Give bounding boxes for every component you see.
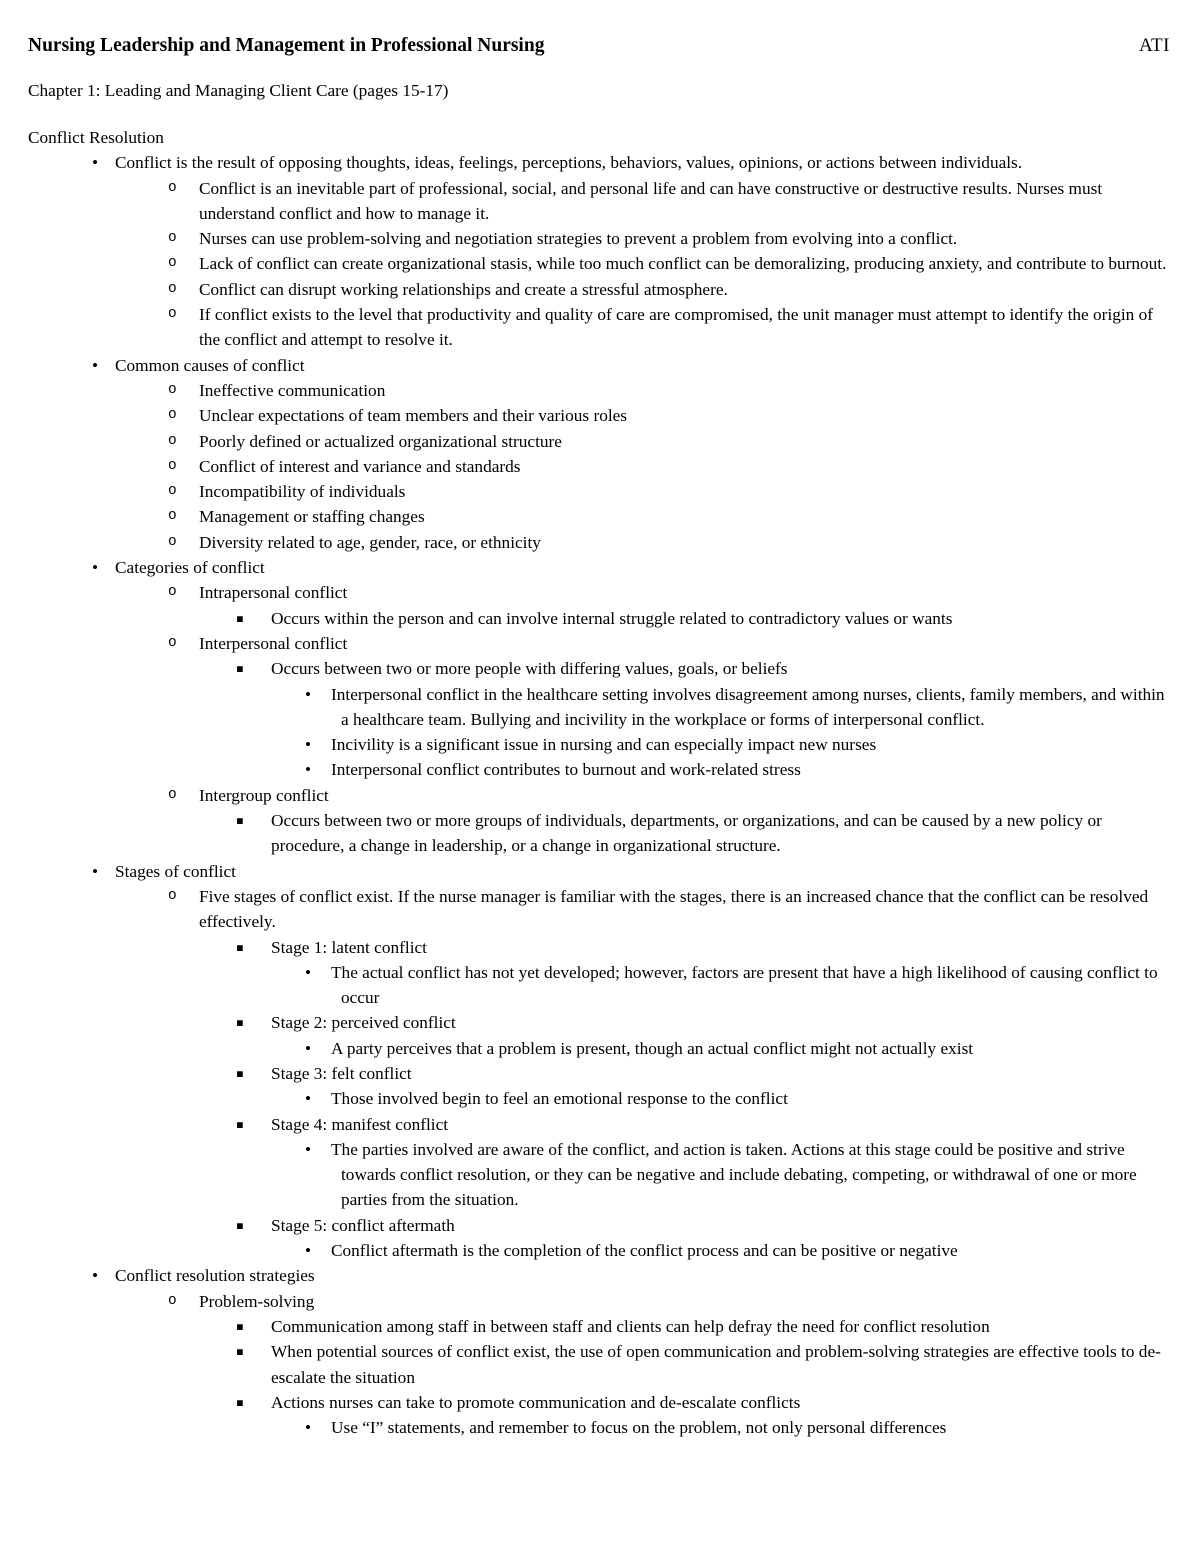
list-item <box>28 555 1170 580</box>
list-item-text: A party perceives that a problem is present, though an actual conflict might not actually exist <box>331 1038 974 1058</box>
list-item <box>28 1314 1170 1339</box>
list-item-text: Occurs within the person and can involve internal struggle related to contradictory values or wants <box>271 608 953 628</box>
list-item <box>28 251 1170 276</box>
document-header <box>28 33 1170 59</box>
list-item <box>28 1010 1170 1035</box>
list-item <box>28 631 1170 656</box>
bullet-icon: o <box>168 306 177 323</box>
bullet-icon: o <box>168 1292 177 1309</box>
list-item-text: If conflict exists to the level that productivity and quality of care are compromised, the unit manager must attempt to identify the origin of the conflict and attempt to resolve it. <box>199 305 1154 350</box>
bullet-icon: • <box>305 1089 312 1109</box>
list-item-text: Stage 3: felt conflict <box>271 1063 412 1083</box>
list-item-text: Conflict can disrupt working relationships and create a stressful atmosphere. <box>199 279 728 299</box>
bullet-icon: • <box>92 861 99 881</box>
list-item <box>28 859 1170 884</box>
list-item-text: Ineffective communication <box>199 380 386 400</box>
list-item-text: Common causes of conflict <box>115 355 305 375</box>
list-item <box>28 378 1170 403</box>
list-item-text: Interpersonal conflict contributes to burnout and work-related stress <box>331 760 801 780</box>
bullet-icon: o <box>168 179 177 196</box>
list-item <box>28 302 1170 353</box>
list-item <box>28 1415 1170 1440</box>
list-item-text: Communication among staff in between staff and clients can help defray the need for conflict resolution <box>271 1316 990 1336</box>
list-item-text: Actions nurses can take to promote communication and de-escalate conflicts <box>271 1392 801 1412</box>
list-item <box>28 682 1170 733</box>
list-item <box>28 1086 1170 1111</box>
bullet-icon: ▪ <box>236 610 244 625</box>
list-item-text: Incompatibility of individuals <box>199 482 406 502</box>
list-item <box>28 226 1170 251</box>
bullet-icon: • <box>305 962 312 982</box>
document-title: Nursing Leadership and Management in Professional Nursing <box>28 35 545 56</box>
list-item-text: Conflict is an inevitable part of professional, social, and personal life and can have constructive or destructive results. Nurses must understand conflict and how to manage it. <box>199 178 1103 223</box>
list-item-text: When potential sources of conflict exist, the use of open communication and problem-solving strategies are effective tools to de-escalate the situation <box>271 1342 1161 1387</box>
list-item-text: Conflict is the result of opposing thoughts, ideas, feelings, perceptions, behaviors, values, opinions, or actions between individuals. <box>115 153 1023 173</box>
list-item <box>28 454 1170 479</box>
list-item <box>28 1112 1170 1137</box>
list-item <box>28 1263 1170 1288</box>
list-item-text: Interpersonal conflict in the healthcare setting involves disagreement among nurses, clients, family members, and within a healthcare team. Bullying and incivility in the workplace or forms of interpersonal conflict. <box>331 684 1165 729</box>
list-item <box>28 176 1170 227</box>
list-item <box>28 1061 1170 1086</box>
list-item <box>28 960 1170 1011</box>
bullet-icon: o <box>168 584 177 601</box>
bullet-icon: • <box>305 1241 312 1261</box>
list-item-text: Diversity related to age, gender, race, or ethnicity <box>199 532 541 552</box>
bullet-icon: ▪ <box>236 813 244 828</box>
bullet-icon: • <box>92 558 99 578</box>
list-item <box>28 757 1170 782</box>
list-item <box>28 884 1170 935</box>
list-item <box>28 530 1170 555</box>
bullet-icon: • <box>305 1038 312 1058</box>
list-item-text: Conflict resolution strategies <box>115 1266 315 1286</box>
bullet-icon: • <box>92 355 99 375</box>
list-item-text: Management or staffing changes <box>199 507 425 527</box>
bullet-icon: o <box>168 280 177 297</box>
list-item <box>28 353 1170 378</box>
section-heading: Conflict Resolution <box>28 128 164 147</box>
list-item-text: Those involved begin to feel an emotional response to the conflict <box>331 1089 788 1109</box>
bullet-icon: ▪ <box>236 1116 244 1131</box>
list-item <box>28 429 1170 454</box>
bullet-icon: ▪ <box>236 939 244 954</box>
bullet-icon: ▪ <box>236 1394 244 1409</box>
bullet-icon: ▪ <box>236 1344 244 1359</box>
list-item <box>28 1036 1170 1061</box>
bullet-icon: • <box>305 735 312 755</box>
list-item <box>28 1339 1170 1390</box>
list-item-text: Poorly defined or actualized organizational structure <box>199 431 562 451</box>
bullet-icon: o <box>168 457 177 474</box>
list-item <box>28 935 1170 960</box>
bullet-icon: ▪ <box>236 661 244 676</box>
list-item-text: Conflict aftermath is the completion of the conflict process and can be positive or negative <box>331 1241 958 1261</box>
header-right-label: ATI <box>1138 35 1170 56</box>
outline-list <box>28 150 1170 1440</box>
list-item-text: Intrapersonal conflict <box>199 583 348 603</box>
list-item <box>28 606 1170 631</box>
list-item <box>28 580 1170 605</box>
list-item-text: Occurs between two or more people with differing values, goals, or beliefs <box>271 659 788 679</box>
list-item <box>28 732 1170 757</box>
bullet-icon: • <box>305 1418 312 1438</box>
bullet-icon: o <box>168 786 177 803</box>
chapter-heading: Chapter 1: Leading and Managing Client Care (pages 15-17) <box>28 81 449 100</box>
list-item-text: Five stages of conflict exist. If the nurse manager is familiar with the stages, there is an increased chance that the conflict can be resolved effectively. <box>199 886 1149 932</box>
bullet-icon: o <box>168 887 177 904</box>
list-item <box>28 656 1170 681</box>
bullet-icon: • <box>305 684 312 704</box>
bullet-icon: o <box>168 634 177 651</box>
list-item <box>28 479 1170 504</box>
bullet-icon: • <box>305 1139 312 1159</box>
list-item-text: Interpersonal conflict <box>199 633 348 653</box>
list-item-text: The parties involved are aware of the conflict, and action is taken. Actions at this stage could be positive and strive towards conflict resolution, or they can be negative and include debating, competing, or withdrawal of one or more parties from the situation. <box>331 1139 1137 1210</box>
bullet-icon: ▪ <box>236 1015 244 1030</box>
bullet-icon: ▪ <box>236 1318 244 1333</box>
list-item-text: Occurs between two or more groups of individuals, departments, or organizations, and can be caused by a new policy or procedure, a change in leadership, or a change in organizational structure. <box>271 811 1102 856</box>
bullet-icon: • <box>92 1266 99 1286</box>
list-item-text: Categories of conflict <box>115 558 265 578</box>
list-item-text: Stage 5: conflict aftermath <box>271 1215 455 1235</box>
list-item <box>28 1238 1170 1263</box>
bullet-icon: ▪ <box>236 1217 244 1232</box>
list-item-text: Nurses can use problem-solving and negotiation strategies to prevent a problem from evolving into a conflict. <box>199 229 958 249</box>
list-item-text: Problem-solving <box>199 1291 315 1311</box>
bullet-icon: o <box>168 407 177 424</box>
list-item <box>28 1390 1170 1415</box>
bullet-icon: o <box>168 483 177 500</box>
list-item-text: Intergroup conflict <box>199 785 329 805</box>
list-item-text: Incivility is a significant issue in nursing and can especially impact new nurses <box>331 735 877 755</box>
list-item-text: Unclear expectations of team members and their various roles <box>199 406 628 426</box>
list-item-text: Conflict of interest and variance and standards <box>199 456 521 476</box>
list-item-text: Stages of conflict <box>115 861 236 881</box>
bullet-icon: o <box>168 508 177 525</box>
list-item <box>28 504 1170 529</box>
bullet-icon: o <box>168 381 177 398</box>
list-item-text: The actual conflict has not yet developed; however, factors are present that have a high likelihood of causing conflict to occur <box>331 962 1158 1008</box>
list-item <box>28 1213 1170 1238</box>
list-item-text: Stage 2: perceived conflict <box>271 1013 456 1033</box>
bullet-icon: o <box>168 230 177 247</box>
list-item-text: Lack of conflict can create organizational stasis, while too much conflict can be demoralizing, producing anxiety, and contribute to burnout. <box>199 254 1167 274</box>
list-item <box>28 783 1170 808</box>
list-item-text: Use “I” statements, and remember to focus on the problem, not only personal differences <box>331 1418 947 1438</box>
bullet-icon: o <box>168 255 177 272</box>
list-item <box>28 150 1170 175</box>
list-item-text: Stage 4: manifest conflict <box>271 1114 449 1134</box>
list-item-text: Stage 1: latent conflict <box>271 937 427 957</box>
list-item <box>28 808 1170 859</box>
list-item <box>28 1289 1170 1314</box>
list-item <box>28 277 1170 302</box>
bullet-icon: ▪ <box>236 1065 244 1080</box>
bullet-icon: o <box>168 533 177 550</box>
bullet-icon: o <box>168 432 177 449</box>
bullet-icon: • <box>305 760 312 780</box>
list-item <box>28 1137 1170 1213</box>
list-item <box>28 403 1170 428</box>
bullet-icon: • <box>92 153 99 173</box>
